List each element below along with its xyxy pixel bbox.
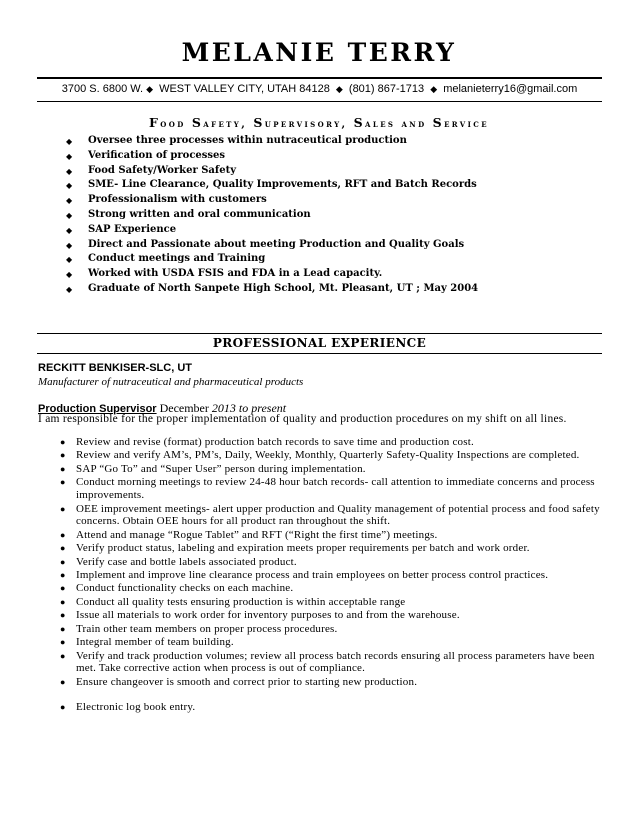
duty-item: [60, 650, 605, 676]
diamond-icon: ◆: [66, 224, 73, 235]
diamond-icon: ◆: [66, 209, 73, 220]
job-date-month: December: [159, 401, 209, 415]
skill-text: Conduct meetings and Training: [88, 253, 266, 265]
duty-item: [60, 449, 605, 462]
skill-text: Professionalism with customers: [88, 194, 267, 206]
duty-item: [60, 582, 605, 595]
bullet-icon: ●: [60, 676, 66, 687]
duty-item: [60, 556, 605, 569]
duty-text: Integral member of team building.: [76, 636, 234, 649]
duty-item: [60, 596, 605, 609]
skill-text: Worked with USDA FSIS and FDA in a Lead capacity.: [88, 268, 383, 280]
title-word: ales: [365, 118, 396, 130]
bullet-icon: ●: [60, 543, 66, 554]
bullet-icon: ●: [60, 623, 66, 634]
duty-text: Electronic log book entry.: [76, 700, 196, 713]
diamond-icon: ◆: [66, 136, 73, 146]
diamond-icon: ◆: [335, 84, 343, 94]
duty-item: [60, 569, 605, 582]
diamond-icon: ◆: [66, 195, 73, 206]
title-word: afety,: [203, 118, 248, 130]
bullet-icon: ●: [60, 477, 66, 488]
bullet-icon: ●: [60, 701, 66, 712]
duty-text: Implement and improve line clearance process and train employees on better process control practices.: [76, 569, 549, 582]
job-intro: I am responsible for the proper implementation of quality and production procedures on my shift on all lines.: [38, 413, 567, 425]
skill-text: Verification of processes: [88, 149, 226, 161]
bullet-icon: ●: [60, 463, 66, 474]
skill-text: Food Safety/Worker Safety: [88, 164, 237, 176]
duty-item: [60, 701, 605, 714]
duty-text: Review and verify AM’s, PM’s, Daily, Weekly, Monthly, Quarterly Safety-Quality Inspections are completed.: [76, 449, 580, 462]
duty-text: Verify product status, labeling and expiration meets proper requirements per batch and work order.: [76, 542, 530, 555]
title-initial: S: [432, 115, 445, 130]
duty-text: Attend and manage “Rogue Tablet” and RFT (“Right the first time”) meetings.: [76, 528, 438, 541]
title-word: ood: [160, 118, 186, 130]
skill-text: SAP Experience: [88, 223, 177, 235]
experience-divider-top: [37, 333, 602, 334]
duties-list: [60, 436, 605, 714]
skill-text: Oversee three processes within nutraceutical production: [88, 135, 407, 146]
bullet-icon: ●: [60, 650, 66, 661]
address: 3700 S. 6800 W.: [61, 83, 144, 95]
diamond-icon: ◆: [66, 165, 73, 176]
title-word: and: [401, 118, 427, 130]
diamond-icon: ◆: [66, 150, 73, 161]
bullet-icon: ●: [60, 503, 66, 514]
bullet-icon: ●: [60, 529, 66, 540]
duty-text: Train other team members on proper process procedures.: [76, 622, 338, 635]
duty-item: [60, 436, 605, 449]
duty-item: [60, 529, 605, 542]
title-initial: S: [253, 115, 265, 130]
duty-text: Review and revise (format) production batch records to save time and production cost.: [76, 436, 474, 448]
contact-divider: [37, 101, 602, 102]
bullet-icon: ●: [60, 583, 66, 594]
duty-item: [60, 676, 605, 689]
duty-item: [60, 463, 605, 476]
duty-text: Issue all materials to work order for inventory purposes to and from the warehouse.: [76, 609, 460, 622]
summary-title: [0, 115, 638, 130]
skill-text: Graduate of North Sanpete High School, Mt. Pleasant, UT ; May 2004: [88, 282, 479, 294]
title-initial: S: [191, 115, 204, 130]
skill-text: Strong written and oral communication: [88, 208, 311, 220]
company-name: RECKITT BENKISER-SLC, UT: [38, 362, 192, 374]
city: WEST VALLEY CITY, UTAH 84128: [159, 83, 330, 95]
email: melanieterry16@gmail.com: [443, 83, 578, 95]
duty-item: [60, 476, 605, 502]
diamond-icon: ◆: [66, 254, 73, 265]
bullet-icon: ●: [60, 610, 66, 621]
diamond-icon: ◆: [66, 239, 73, 250]
duty-text: Verify case and bottle labels associated product.: [76, 555, 297, 568]
duty-text: Verify and track production volumes; review all process batch records ensuring all process parameters have been met. Take corrective action when process is out of compliance.: [76, 649, 595, 675]
bullet-icon: ●: [60, 637, 66, 648]
job-role: Production Supervisor: [38, 403, 157, 415]
title-initial: F: [149, 115, 161, 130]
company-description: Manufacturer of nutraceutical and pharmaceutical products: [38, 376, 304, 388]
diamond-icon: ◆: [66, 180, 73, 191]
duty-text: Conduct morning meetings to review 24-48 hour batch records- call attention to immediate concerns and process improvements.: [76, 476, 595, 502]
bullet-icon: ●: [60, 570, 66, 581]
candidate-name: MELANIE TERRY: [181, 38, 457, 67]
skill-text: SME- Line Clearance, Quality Improvements, RFT and Batch Records: [88, 179, 477, 191]
duty-item: [60, 503, 605, 529]
duty-item: [60, 623, 605, 636]
title-initial: S: [353, 115, 366, 130]
job-date-range: 2013 to present: [211, 401, 287, 415]
bullet-icon: ●: [60, 556, 66, 567]
duty-text: OEE improvement meetings- alert upper production and Quality management of potential process and food safety concerns. Obtain OEE hours for all product ran throughout the shift.: [76, 502, 600, 528]
duty-text: Ensure changeover is smooth and correct prior to starting new production.: [76, 675, 418, 688]
diamond-icon: ◆: [146, 84, 154, 94]
title-word: ervice: [444, 118, 489, 130]
phone: (801) 867-1713: [348, 83, 425, 95]
diamond-icon: ◆: [66, 283, 73, 294]
diamond-icon: ◆: [66, 269, 73, 280]
bullet-icon: ●: [60, 437, 66, 447]
bullet-icon: ●: [60, 596, 66, 607]
contact-line: [37, 83, 602, 95]
duty-text: Conduct all quality tests ensuring production is within acceptable range: [76, 595, 406, 608]
skill-text: Direct and Passionate about meeting Production and Quality Goals: [88, 238, 465, 250]
header-divider: [37, 77, 602, 79]
duty-item: [60, 636, 605, 649]
title-word: upervisory,: [264, 118, 348, 130]
duty-item: [60, 609, 605, 622]
duty-item: [60, 542, 605, 555]
experience-title: PROFESSIONAL EXPERIENCE: [212, 336, 427, 350]
duty-text: Conduct functionality checks on each machine.: [76, 582, 294, 595]
duty-text: SAP “Go To” and “Super User” person during implementation.: [76, 462, 366, 475]
diamond-icon: ◆: [430, 84, 438, 94]
experience-divider-bottom: [37, 353, 602, 354]
bullet-icon: ●: [60, 450, 66, 461]
